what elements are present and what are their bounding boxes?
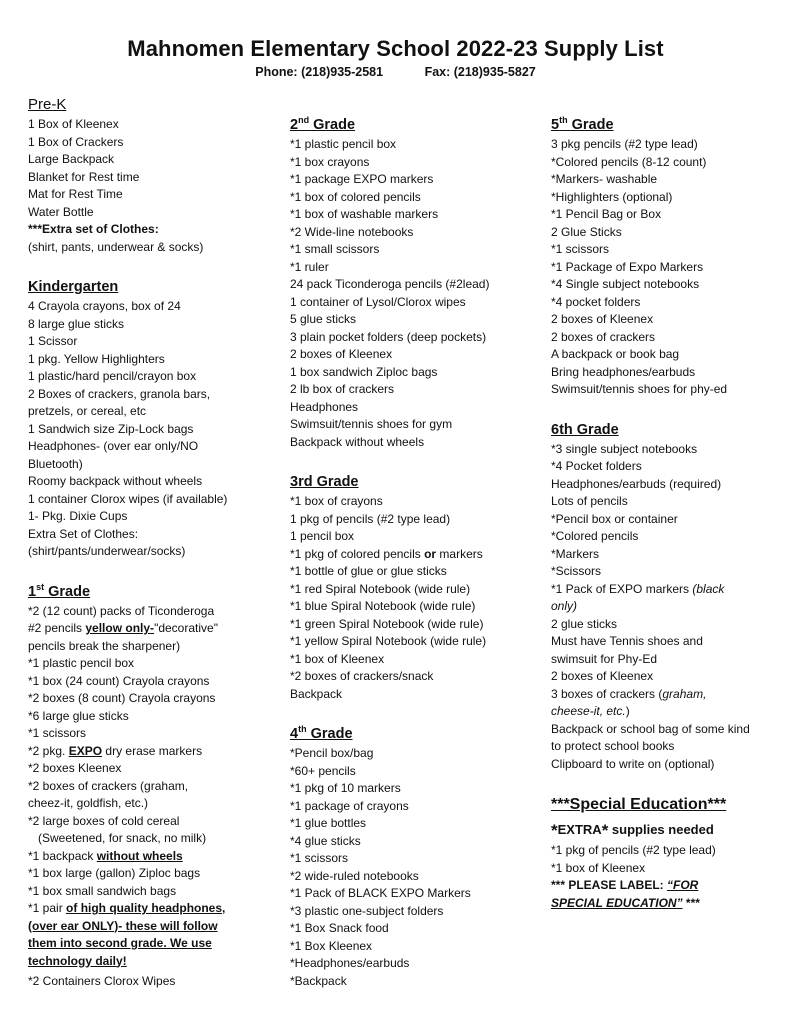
fax-number: Fax: (218)935-5827: [424, 65, 536, 79]
contact-line: [0, 65, 791, 79]
grade-4-items: [290, 745, 540, 990]
list-item: *1 backpack without wheels: [28, 848, 183, 863]
list-item: Blanket for Rest time: [28, 169, 140, 184]
list-item: 1- Pkg. Dixie Cups: [28, 509, 128, 523]
section-heading-grade-1: 1st Grade: [28, 581, 91, 600]
list-item: *2 wide-ruled notebooks: [290, 868, 419, 883]
list-item: *2 Wide-line notebooks: [290, 224, 414, 239]
list-item: 1 Scissor: [28, 334, 78, 348]
extra-supplies-note: *EXTRA* supplies needed: [551, 821, 714, 840]
section-kindergarten: [28, 278, 278, 561]
list-item: Mat for Rest Time: [28, 187, 123, 201]
list-item: 1 pencil box: [290, 529, 355, 543]
list-item: cheez-it, goldfish, etc.): [28, 796, 149, 810]
list-item: Backpack or school bag of some kind: [551, 721, 750, 736]
list-item: *Highlighters (optional): [551, 189, 673, 204]
list-item: *1 Box Kleenex: [290, 938, 373, 953]
list-item: 3 boxes of crackers (graham,: [551, 686, 707, 701]
list-item: *Pencil box/bag: [290, 746, 374, 760]
list-item: *1 Pencil Bag or Box: [551, 207, 662, 221]
list-item: *1 blue Spiral Notebook (wide rule): [290, 599, 476, 613]
list-item: *1 box of Kleenex: [551, 860, 646, 875]
list-item: *60+ pencils: [290, 763, 356, 778]
list-item: Clipboard to write on (optional): [551, 756, 715, 771]
section-grade-4: [290, 725, 540, 990]
list-item: *2 (12 count) packs of Ticonderoga: [28, 603, 215, 618]
list-item: 4 Crayola crayons, box of 24: [28, 299, 181, 313]
list-item: 8 large glue sticks: [28, 316, 125, 331]
list-item: *1 Pack of BLACK EXPO Markers: [290, 886, 471, 900]
list-item: *4 Pocket folders: [551, 459, 642, 473]
list-item: to protect school books: [551, 739, 675, 753]
list-item: Backpack: [290, 686, 343, 701]
list-item: *Pencil box or container: [551, 511, 678, 526]
list-item: *1 Pack of EXPO markers (black: [551, 581, 725, 596]
grade-2-items: [290, 136, 540, 451]
list-item: 1 Box of Crackers: [28, 134, 124, 149]
list-item: *1 pkg of colored pencils or markers: [290, 546, 483, 561]
list-item: *2 boxes of crackers/snack: [290, 669, 434, 683]
list-item: *1 box of colored pencils: [290, 189, 421, 204]
list-item: Must have Tennis shoes and: [551, 634, 703, 648]
list-item: Extra Set of Clothes:: [28, 526, 139, 541]
list-item: 1 pkg of pencils (#2 type lead): [290, 511, 451, 526]
grade-5-items: [551, 136, 781, 399]
list-item: Roomy backpack without wheels: [28, 474, 203, 488]
list-item: (shirt, pants, underwear & socks): [28, 239, 204, 254]
list-item: *1 package EXPO markers: [290, 172, 434, 186]
section-heading-kindergarten: Kindergarten: [28, 279, 119, 295]
list-item: *3 plastic one-subject folders: [290, 903, 444, 918]
section-special-education: [551, 795, 781, 912]
list-item: *1 box small sandwich bags: [28, 883, 177, 898]
kindergarten-items: [28, 298, 278, 561]
list-item: *1 Box Snack food: [290, 921, 389, 935]
page-title: Mahnomen Elementary School 2022-23 Supply List: [127, 36, 664, 61]
list-item: *1 scissors: [551, 242, 610, 256]
list-item: 1 Sandwich size Zip-Lock bags: [28, 421, 194, 436]
list-item: 2 boxes of Kleenex: [290, 347, 393, 361]
list-item: 2 boxes of crackers: [551, 329, 656, 344]
list-item: 2 boxes of Kleenex: [551, 312, 654, 326]
list-item: *2 boxes of crackers (graham,: [28, 778, 189, 793]
list-item: *1 pair of high quality headphones,: [28, 901, 226, 915]
special-education-items: [551, 842, 781, 912]
list-item: *1 box of crayons: [290, 494, 383, 508]
list-item: Headphones- (over ear only/NO: [28, 439, 199, 453]
list-item: #2 pencils yellow only-"decorative": [28, 621, 218, 635]
list-item: Water Bottle: [28, 204, 94, 219]
list-item: 1 Box of Kleenex: [28, 117, 119, 131]
list-item: *1 yellow Spiral Notebook (wide rule): [290, 634, 487, 648]
list-item: *1 Package of Expo Markers: [551, 259, 704, 274]
list-item: *4 Single subject notebooks: [551, 277, 700, 291]
list-item: 1 plastic/hard pencil/crayon box: [28, 369, 197, 383]
list-item: *Colored pencils (8-12 count): [551, 154, 707, 169]
list-item: swimsuit for Phy-Ed: [551, 651, 658, 666]
list-item: Lots of pencils: [551, 494, 628, 508]
list-item: 2 boxes of Kleenex: [551, 669, 654, 683]
list-item: only): [551, 599, 578, 613]
list-item: ***Extra set of Clothes:: [28, 222, 159, 236]
section-heading-grade-4: 4th Grade: [290, 724, 353, 742]
list-item: 2 glue sticks: [551, 616, 618, 631]
list-item: *1 pkg of 10 markers: [290, 781, 401, 795]
grade-6-items: [551, 441, 781, 774]
list-item: cheese-it, etc.): [551, 704, 630, 718]
list-item: *1 bottle of glue or glue sticks: [290, 564, 447, 578]
list-item: (Sweetened, for snack, no milk): [28, 831, 207, 845]
list-item: *Markers: [551, 546, 600, 561]
list-item: *4 glue sticks: [290, 833, 361, 848]
list-item: 2 Boxes of crackers, granola bars,: [28, 386, 211, 401]
list-item: Bring headphones/earbuds: [551, 364, 696, 379]
section-heading-grade-2: 2nd Grade: [290, 115, 356, 133]
list-item: *4 pocket folders: [551, 294, 641, 309]
list-item: *Markers- washable: [551, 172, 658, 186]
list-item: 2 lb box of crackers: [290, 382, 395, 396]
list-item: 1 container of Lysol/Clorox wipes: [290, 294, 466, 309]
section-grade-6: [551, 421, 781, 774]
list-item: *1 red Spiral Notebook (wide rule): [290, 581, 471, 596]
list-item: Swimsuit/tennis shoes for gym: [290, 417, 453, 431]
list-item: 1 pkg. Yellow Highlighters: [28, 351, 165, 366]
list-item: *Headphones/earbuds: [290, 956, 410, 970]
list-item: *2 boxes (8 count) Crayola crayons: [28, 691, 216, 705]
list-item: Headphones: [290, 399, 359, 414]
section-heading-grade-5: 5th Grade: [551, 115, 614, 133]
list-item: *Backpack: [290, 973, 347, 988]
list-item: 3 plain pocket folders (deep pockets): [290, 329, 487, 344]
column-middle: [290, 116, 540, 990]
list-item: *1 pkg of pencils (#2 type lead): [551, 843, 716, 857]
list-item: *1 ruler: [290, 259, 329, 274]
list-item: *1 plastic pencil box: [290, 137, 397, 151]
section-grade-3: [290, 473, 540, 703]
list-item: Bluetooth): [28, 456, 83, 471]
phone-number: Phone: (218)935-2581: [255, 65, 384, 79]
list-item: *3 single subject notebooks: [551, 441, 698, 456]
section-grade-5: [551, 116, 781, 399]
list-item: 24 pack Ticonderoga pencils (#2lead): [290, 277, 490, 291]
list-item: Swimsuit/tennis shoes for phy-ed: [551, 382, 728, 396]
list-item: Backpack without wheels: [290, 434, 425, 449]
list-item: *1 box (24 count) Crayola crayons: [28, 673, 210, 688]
label-instruction-cont: SPECIAL EDUCATION” ***: [551, 895, 700, 910]
list-item: *1 small scissors: [290, 242, 380, 256]
list-item: *1 package of crayons: [290, 798, 409, 813]
list-item: them into second grade. We use: [28, 936, 212, 950]
list-item: (shirt/pants/underwear/socks): [28, 544, 186, 558]
list-item: A backpack or book bag: [551, 347, 680, 361]
list-item: *1 box large (gallon) Ziploc bags: [28, 866, 201, 880]
list-item: *1 plastic pencil box: [28, 656, 135, 670]
list-item: pretzels, or cereal, etc: [28, 404, 147, 418]
section-heading-special-education: ***Special Education***: [551, 796, 727, 813]
label-instruction: *** PLEASE LABEL: “FOR: [551, 878, 699, 892]
list-item: *1 box of washable markers: [290, 207, 439, 221]
list-item: *1 scissors: [290, 851, 349, 865]
grade-1-items: [28, 603, 278, 991]
list-item: *Colored pencils: [551, 529, 639, 543]
grade-3-items: [290, 493, 540, 703]
list-item: Headphones/earbuds (required): [551, 476, 722, 491]
section-grade-1: [28, 583, 278, 991]
section-grade-2: [290, 116, 540, 451]
list-item: *6 large glue sticks: [28, 708, 129, 723]
list-item: *Scissors: [551, 564, 602, 578]
section-prek: [28, 96, 278, 256]
column-right: [551, 116, 781, 912]
list-item: 5 glue sticks: [290, 312, 357, 326]
list-item: *2 large boxes of cold cereal: [28, 813, 180, 828]
list-item: *2 boxes Kleenex: [28, 761, 122, 775]
list-item: 1 container Clorox wipes (if available): [28, 491, 228, 506]
section-heading-grade-3: 3rd Grade: [290, 474, 359, 490]
list-item: *1 box crayons: [290, 154, 370, 169]
list-item: pencils break the sharpener): [28, 638, 181, 653]
section-heading-grade-6: 6th Grade: [551, 421, 619, 438]
list-item: technology daily!: [28, 953, 127, 968]
list-item: *1 glue bottles: [290, 816, 367, 830]
list-item: Large Backpack: [28, 152, 115, 166]
list-item: 2 Glue Sticks: [551, 224, 622, 239]
list-item: 3 pkg pencils (#2 type lead): [551, 137, 698, 151]
section-heading-prek: Pre-K: [28, 96, 67, 113]
list-item: 1 box sandwich Ziploc bags: [290, 364, 438, 379]
list-item: *1 scissors: [28, 726, 87, 740]
column-left: [28, 96, 278, 991]
list-item: *1 box of Kleenex: [290, 651, 385, 666]
list-item: *2 pkg. EXPO dry erase markers: [28, 743, 203, 758]
list-item: *2 Containers Clorox Wipes: [28, 974, 176, 988]
prek-items: [28, 116, 278, 256]
list-item: (over ear ONLY)- these will follow: [28, 918, 218, 933]
list-item: *1 green Spiral Notebook (wide rule): [290, 616, 484, 631]
